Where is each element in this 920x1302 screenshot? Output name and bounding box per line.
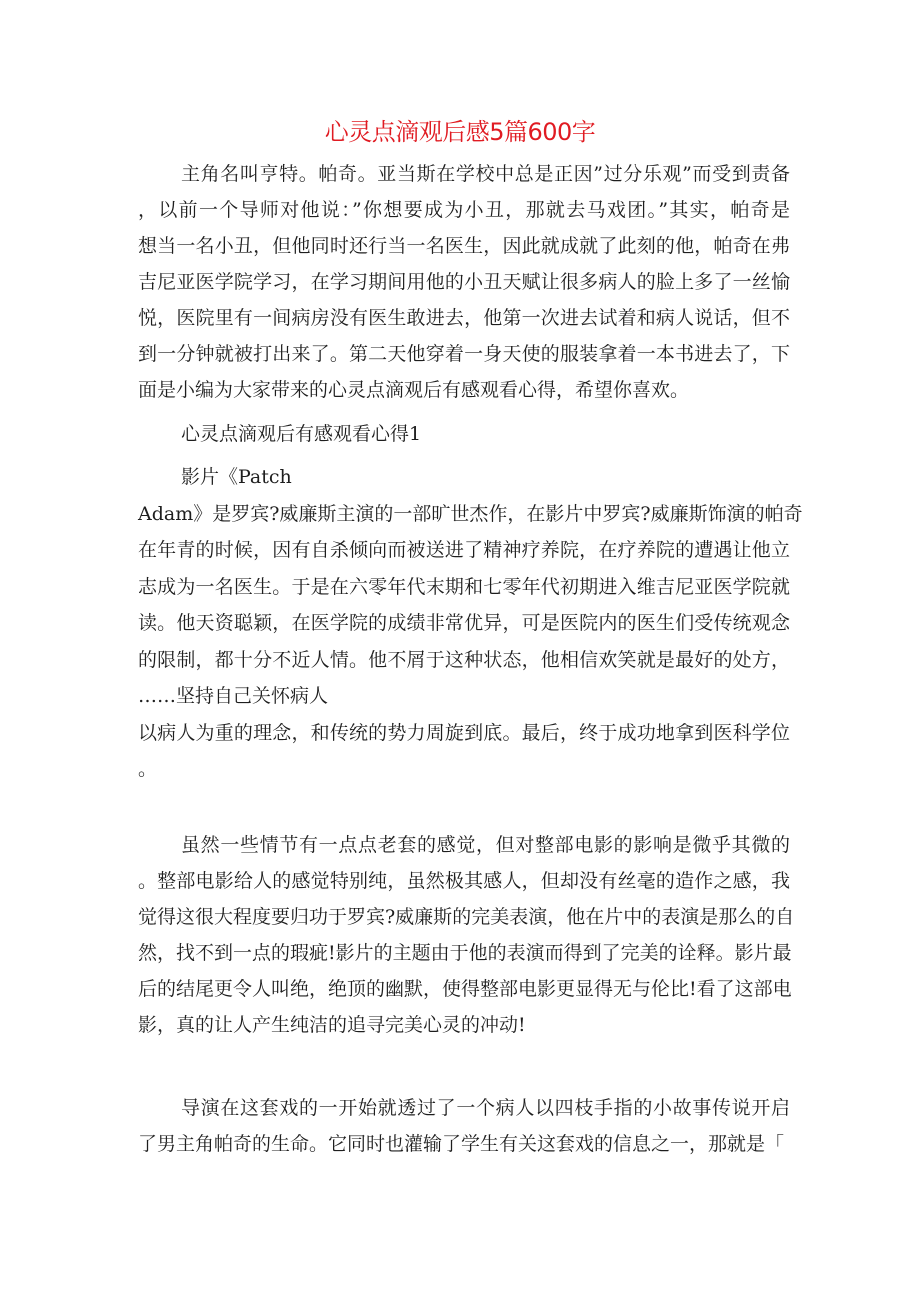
text-line: 吉尼亚医学院学习，在学习期间用他的小丑天赋让很多病人的脸上多了一丝愉: [138, 271, 790, 293]
text-line: 影，真的让人产生纯洁的追寻完美心灵的冲动!: [138, 1014, 526, 1036]
text-line: Adam》是罗宾?威廉斯主演的一部旷世杰作，在影片中罗宾?威廉斯饰演的帕奇: [138, 502, 803, 525]
document-title: 心灵点滴观后感5篇600字: [324, 118, 596, 146]
review-paragraph-2: [138, 827, 795, 1043]
text-line: 志成为一名医生。于是在六零年代末期和七零年代初期进入维吉尼亚医学院就: [138, 575, 790, 598]
text-line: 读。他天资聪颖，在医学院的成绩非常优异，可是医院内的医生们受传统观念: [138, 612, 790, 634]
text-line: ，以前一个导师对他说：”你想要成为小丑，那就去马戏团。”其实，帕奇是: [138, 199, 790, 221]
text-line: 。: [138, 758, 158, 780]
text-line: 后的结尾更令人叫绝，绝顶的幽默，使得整部电影更显得无与伦比!看了这部电: [138, 978, 792, 1000]
text-line: 导演在这套戏的一开始就透过了一个病人以四枝手指的小故事传说开启: [181, 1097, 790, 1119]
text-line: 想当一名小丑，但他同时还行当一名医生，因此就成就了此刻的他，帕奇在弗: [138, 235, 790, 257]
section-heading: [138, 416, 790, 452]
intro-paragraph: [138, 156, 790, 408]
text-line: 虽然一些情节有一点点老套的感觉，但对整部电影的影响是微乎其微的: [181, 834, 790, 856]
text-line: 心灵点滴观后有感观看心得1: [181, 423, 422, 445]
text-line: 了男主角帕奇的生命。它同时也灌输了学生有关这套戏的信息之一，那就是「: [138, 1133, 785, 1155]
text-line: 然，找不到一点的瑕疵!影片的主题由于他的表演而得到了完美的诠释。影片最: [138, 942, 792, 964]
review-paragraph-3: [138, 1090, 790, 1162]
text-line: 主角名叫亨特。帕奇。亚当斯在学校中总是正因”过分乐观”而受到责备: [181, 163, 790, 185]
review-paragraph-1: [138, 459, 803, 788]
text-line: 的限制，都十分不近人情。他不屑于这种状态，他相信欢笑就是最好的处方，: [138, 648, 790, 671]
text-line: 影片《Patch: [181, 466, 292, 488]
text-line: 觉得这很大程度要归功于罗宾?威廉斯的完美表演，他在片中的表演是那么的自: [138, 906, 795, 928]
text-line: 悦，医院里有一间病房没有医生敢进去，他第一次进去试着和病人说话，但不: [138, 307, 790, 329]
text-line: 面是小编为大家带来的心灵点滴观后有感观看心得，希望你喜欢。: [138, 379, 690, 401]
text-line: 到一分钟就被打出来了。第二天他穿着一身天使的服装拿着一本书进去了，下: [138, 343, 790, 365]
text-line: 以病人为重的理念，和传统的势力周旋到底。最后，终于成功地拿到医科学位: [138, 721, 790, 744]
text-line: 。整部电影给人的感觉特别纯，虽然极其感人，但却没有丝毫的造作之感，我: [138, 870, 790, 892]
text-line: 在年青的时候，因有自杀倾向而被送进了精神疗养院，在疗养院的遭遇让他立: [138, 539, 790, 561]
text-line: ……坚持自己关怀病人: [138, 685, 329, 707]
